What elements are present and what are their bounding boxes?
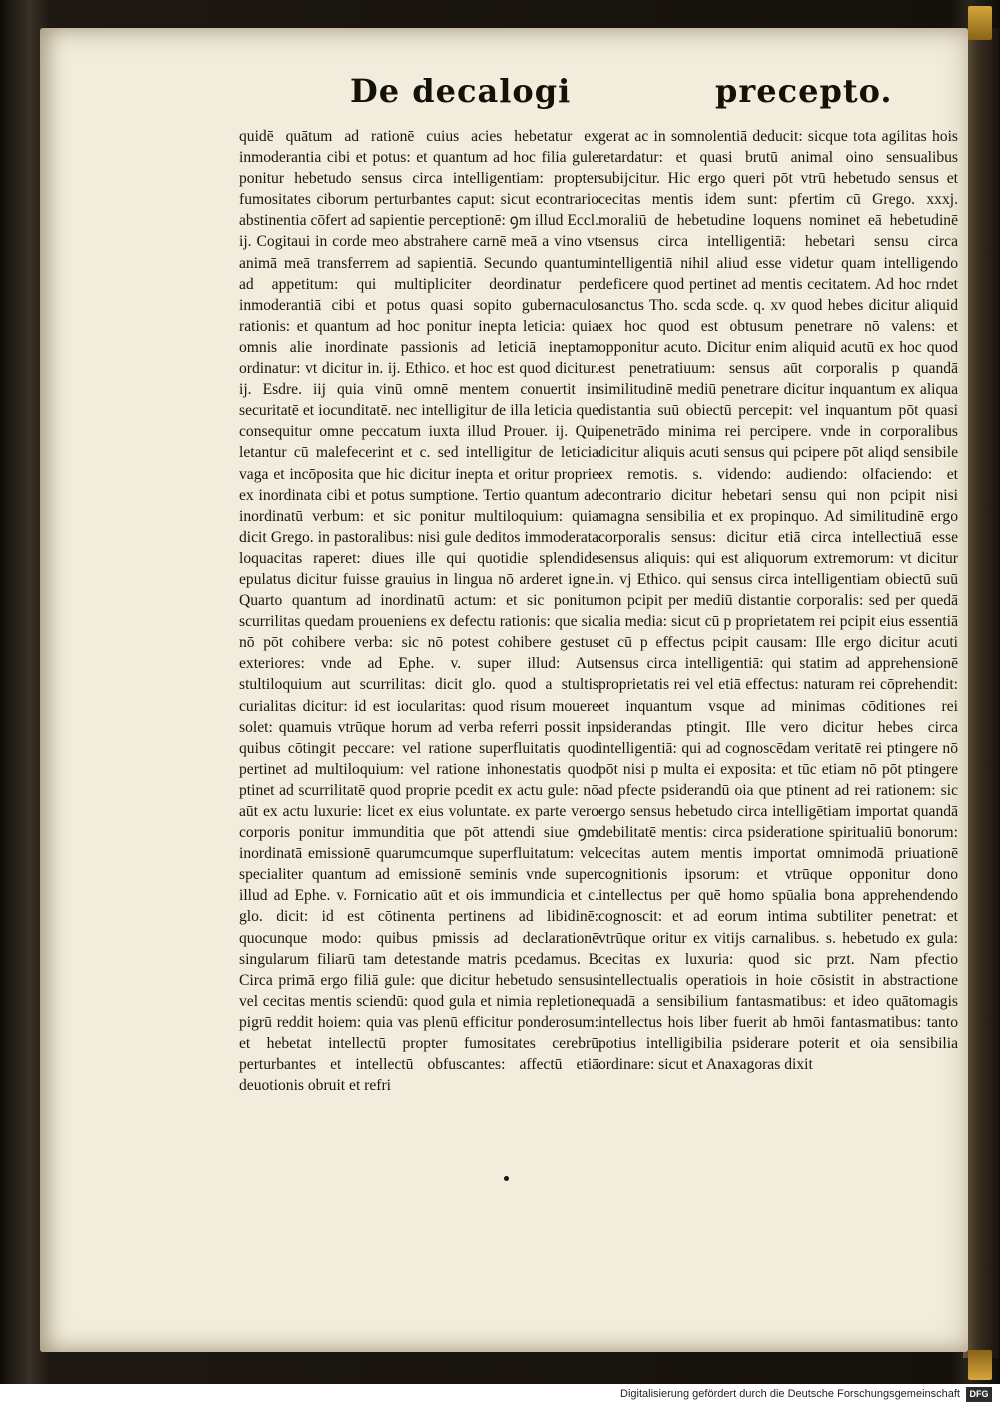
footer-bar — [0, 1384, 1000, 1407]
column-right-text: gerat ac in somnolentiā deducit: sicque tota agilitas hois retardatur: et quasi brutū animal oino sensualibus subijcitur. Hic ergo queri pōt vtrū hebetudo sensus et cecitas mentis idem sunt: pfertim cū Grego. xxxj. moraliū de hebetudine loquens nominet eā hebetudinē sensus circa intelligentiā: hebetari sensu circa intelligentiā nihil aliud esse videtur quam intelligendo deficere quod pertinet ad mentis cecitatem. Ad hoc rndet sanctus Tho. scda scde. q. xv quod hebes dicitur aliquid ex hoc quod est obtusum penetrare nō valens: et opponitur acuto. Dicitur enim aliquid acutū ex hoc quod est penetratiuum: sensus aūt corporalis p quandā similitudinē mediū penetrare dicitur inquantum ex aliqua distantia suū obiectū percepit: vel inquantum pōt quasi penetrādo minima rei percipere. vnde in corporalibus dicitur aliquis acuti sensus qui pcipere pōt aliqd sensibile ex remotis. s. videndo: audiendo: olfaciendo: et econtrario dicitur hebetari sensu qui non pcipit nisi magna sensibilia et ex propinquo. Ad similitudinē ergo corporalis sensus: dicitur etiā circa intellectiuā esse sensus aliquis: qui est aliquorum extremorum: vt dicitur in. vj Ethico. qui sensus circa intelligentiam obiectū suū non pcipit per mediū distantie corporalis: sed per quedā alia media: sicut cū p proprietatem rei pcipit eius essentiā et cū p effectus pcipit causam: Ille ergo dicitur acuti sensus circa intelligentiā: qui statim ad apprehensionē proprietatis rei vel etiā effectus: naturam rei cōprehendit: et inquantum vsque ad minimas cōditiones rei psiderandas ptingit. Ille vero dicitur hebes circa intelligentiā: qui ad cognoscēdam veritatē rei ptingere nō pōt nisi p multa ei exposita: et tūc etiam nō pōt ptingere ad pfecte psiderandū oia que ptinent ad rei rationem: sic ergo sensus hebetudo circa intelligētiam importat quandā debilitatē mentis: circa psideratione spiritualiū bonorum: cecitas autem mentis importat omnimodā priuationē cognitionis ipsorum: et vtrūque opponitur dono intellectus per quē homo spūalia bona apprehendendo cognoscit: et ad eorum intima subtiliter penetrat: et vtrūque oritur ex vitijs carnalibus. s. hebetudo ex gula: cecitas ex luxuria: quod sic przt. Nam pfectio intellectualis operatiois in hoie cōsistit in abstractione quadā a sensibilium fantasmatibus: et ideo quātomagis intellectus hois liber fuerit ab hmōi fantasmatibus: tanto potius intelligibilia psiderare poterit et oia sensibilia ordinare: sicut et Anaxagoras dixit — [598, 128, 958, 1074]
text-column-left — [239, 126, 599, 1166]
edge-marker-top — [968, 6, 992, 40]
column-left-text: quidē quātum ad rationē cuius acies hebetatur ex inmoderantia cibi et potus: et quantum ad hoc filia gule ponitur hebetudo sensus circa intelligentiam: propter fumositates ciborum perturbantes caput: sicut econtrario abstinentia cōfert ad sapientie perceptionē: ꝯm illud Eccl. ij. Cogitaui in corde meo abstrahere carnē meā a vino vt animā meā transferrem ad sapientiā. Secundo quantum ad appetitum: qui multipliciter deordinatur per inmoderantiā cibi et potus quasi sopito gubernaculo rationis: et quantum ad hoc ponitur inepta leticia: quia omnis alie inordinate passionis ad leticiā ineptam ordinatur: vt dicitur in. ij. Ethico. et hoc est quod dicitur. ij. Esdre. iij quia vinū omnē mentem conuertit in securitatē et iocunditatē. nec intelligitur de illa leticia que consequitur omne peccatum iuxta illud Prouer. ij. Qui letantur cū malefecerint et c. sed intelligitur de leticia vaga et incōposita que hic dicitur inepta et oritur proprie ex inordinata cibi et potus sumptione. Tertio quantum ad inordinatū verbum: et sic ponitur multiloquium: quia dicit Grego. in pastoralibus: nisi gule deditos immoderata loquacitas raperet: diues ille qui quotidie splendide epulatus dicitur fuisse grauius in lingua nō arderet igne. Quarto quantum ad inordinatū actum: et sic ponitur scurrilitas quedam proueniens ex defectu rationis: que sic nō pōt cohibere verba: sic nō potest cohibere gestus exteriores: vnde ad Ephe. v. super illud: Aut stultiloquium aut scurrilitas: dicit glo. quod a stultis curialitas dicitur: id est iocularitas: quod risum mouere solet: quamuis vtrūque horum ad verba referri possit in quibus cōtingit peccare: vel ratione superfluitatis quod pertinet ad multiloquium: vel ratione inhonestatis quod ptinet ad scurrilitatē quod proprie pcedit ex actu gule: nō aūt ex actu luxurie: licet ex eius voluntate. ex parte vero corporis ponitur immunditia que pōt attendi siue ꝯm inordinatā emissionē quarumcumque superfluitatum: vel specialiter quantum ad emissionē seminis vnde super illud ad Ephe. v. Fornicatio aūt et ois immundicia et c. glo. dicit: id est cōtinenta pertinens ad libidinē: quocunque modo: quibus pmissis ad declarationē singularum filiarū tam detestande matris pcedamus. B Circa primā ergo filiā gule: que dicitur hebetudo sensus vel cecitas mentis sciendū: quod gula et nimia repletione pigrū reddit hoiem: quia vas plenū efficitur ponderosum: et hebetat intellectū propter fumositates cerebrū perturbantes et intellectū obfuscantes: affectū etiā deuotionis obruit et refri — [239, 128, 599, 1095]
ink-dot — [504, 1176, 509, 1181]
funding-credit: Digitalisierung gefördert durch die Deutsche Forschungsgemeinschaft — [620, 1388, 960, 1400]
page-edge — [963, 28, 999, 1358]
edge-marker-bottom — [968, 1350, 992, 1380]
running-head-left: De decalogi — [350, 72, 572, 110]
dfg-logo: DFG — [966, 1387, 992, 1402]
running-head-right: precepto. — [715, 72, 893, 110]
text-column-right — [598, 126, 958, 1166]
